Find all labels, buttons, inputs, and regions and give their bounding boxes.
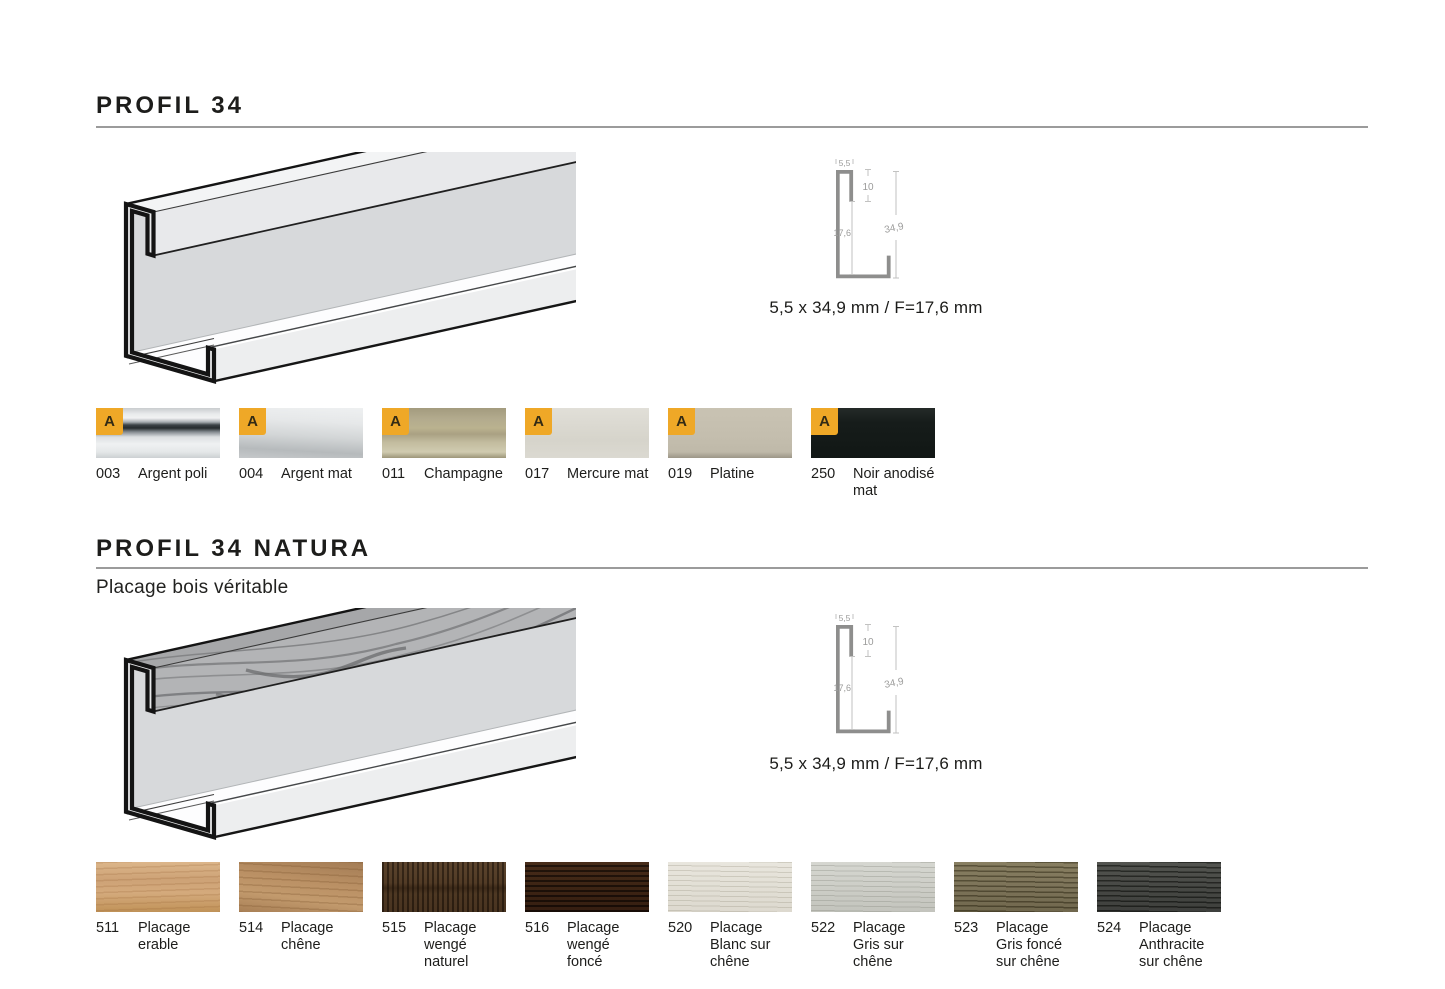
veneer-swatch-row	[96, 862, 1221, 971]
dim-leg-label: 10	[862, 182, 874, 193]
swatch-code: 004	[239, 466, 264, 482]
swatch-texture	[668, 408, 792, 458]
dim-leg-label: 10	[862, 637, 874, 648]
swatch-code: 019	[668, 466, 693, 482]
swatch-003	[96, 408, 220, 500]
swatch-code: 003	[96, 466, 121, 482]
swatch-code: 523	[954, 920, 979, 936]
swatch-label	[382, 466, 506, 483]
swatch-texture	[954, 862, 1078, 912]
dim-rabbet-label: 17,6	[833, 683, 851, 693]
swatch-name: Placage wengé naturel	[424, 920, 477, 971]
swatch-label	[1097, 920, 1221, 971]
swatch-516	[525, 862, 649, 971]
swatch-code: 017	[525, 466, 550, 482]
swatch-code: 511	[96, 920, 120, 936]
swatch-texture	[239, 408, 363, 458]
grade-a-badge: A	[96, 408, 123, 435]
swatch-name: Champagne	[424, 466, 503, 482]
swatch-523	[954, 862, 1078, 971]
swatch-texture	[811, 408, 935, 458]
swatch-label	[954, 920, 1078, 971]
dimension-caption: 5,5 x 34,9 mm / F=17,6 mm	[769, 298, 983, 317]
dim-rabbet-label: 17,6	[833, 228, 851, 238]
swatch-code: 250	[811, 466, 836, 482]
profile-dimension-diagram	[826, 609, 926, 749]
grade-a-badge: A	[382, 408, 409, 435]
swatch-code: 515	[382, 920, 407, 936]
swatch-name: Mercure mat	[567, 466, 649, 482]
swatch-name: Platine	[710, 466, 755, 482]
swatch-code: 520	[668, 920, 693, 936]
swatch-name: Argent mat	[281, 466, 352, 482]
swatch-label	[811, 466, 935, 500]
swatch-texture	[1097, 862, 1221, 912]
swatch-texture	[96, 862, 220, 912]
swatch-name: Placage Anthracite sur chêne	[1139, 920, 1205, 971]
swatch-label	[811, 920, 935, 971]
swatch-texture	[668, 862, 792, 912]
profile-3d-illustration	[96, 152, 576, 387]
swatch-label	[96, 466, 220, 483]
swatch-code: 522	[811, 920, 836, 936]
title-rule	[96, 567, 1368, 569]
swatch-label	[96, 920, 220, 954]
swatch-017	[525, 408, 649, 500]
swatch-label	[668, 466, 792, 483]
profile-3d-illustration-wood	[96, 608, 576, 843]
swatch-name: Placage wengé foncé	[567, 920, 620, 971]
swatch-name: Noir anodisé mat	[853, 466, 935, 500]
grade-a-badge: A	[525, 408, 552, 435]
swatch-texture	[525, 862, 649, 912]
swatch-code: 524	[1097, 920, 1122, 936]
swatch-019	[668, 408, 792, 500]
swatch-label	[525, 466, 649, 483]
dim-top-width-label: 5,5	[838, 613, 851, 623]
swatch-514	[239, 862, 363, 971]
swatch-code: 516	[525, 920, 550, 936]
dim-height-label: 34,9	[883, 676, 905, 691]
swatch-004	[239, 408, 363, 500]
swatch-texture	[382, 862, 506, 912]
swatch-label	[382, 920, 506, 971]
swatch-label	[668, 920, 792, 971]
swatch-250	[811, 408, 935, 500]
grade-a-badge: A	[668, 408, 695, 435]
swatch-texture	[96, 408, 220, 458]
swatch-name: Placage Gris sur chêne	[853, 920, 906, 971]
swatch-texture	[382, 408, 506, 458]
swatch-520	[668, 862, 792, 971]
swatch-524	[1097, 862, 1221, 971]
dimension-caption: 5,5 x 34,9 mm / F=17,6 mm	[769, 754, 983, 773]
swatch-name: Placage Blanc sur chêne	[710, 920, 771, 971]
swatch-texture	[525, 408, 649, 458]
swatch-label	[525, 920, 649, 971]
dim-top-width-label: 5,5	[838, 158, 851, 168]
swatch-name: Argent poli	[138, 466, 208, 482]
finish-swatch-row	[96, 408, 935, 500]
swatch-name: Placage erable	[138, 920, 191, 954]
section-title-profil-34-natura: PROFIL 34 NATURA	[96, 535, 372, 562]
swatch-texture	[811, 862, 935, 912]
swatch-011	[382, 408, 506, 500]
section-subtitle: Placage bois véritable	[96, 577, 289, 598]
swatch-label	[239, 920, 363, 954]
title-rule	[96, 126, 1368, 128]
section-title-profil-34: PROFIL 34	[96, 92, 244, 119]
swatch-511	[96, 862, 220, 971]
swatch-texture	[239, 862, 363, 912]
profile-dimension-diagram	[826, 154, 926, 294]
swatch-label	[239, 466, 363, 483]
grade-a-badge: A	[239, 408, 266, 435]
swatch-522	[811, 862, 935, 971]
swatch-515	[382, 862, 506, 971]
dim-height-label: 34,9	[883, 221, 905, 236]
swatch-name: Placage Gris foncé sur chêne	[996, 920, 1063, 971]
swatch-code: 011	[382, 466, 406, 482]
swatch-code: 514	[239, 920, 264, 936]
swatch-name: Placage chêne	[281, 920, 334, 954]
grade-a-badge: A	[811, 408, 838, 435]
